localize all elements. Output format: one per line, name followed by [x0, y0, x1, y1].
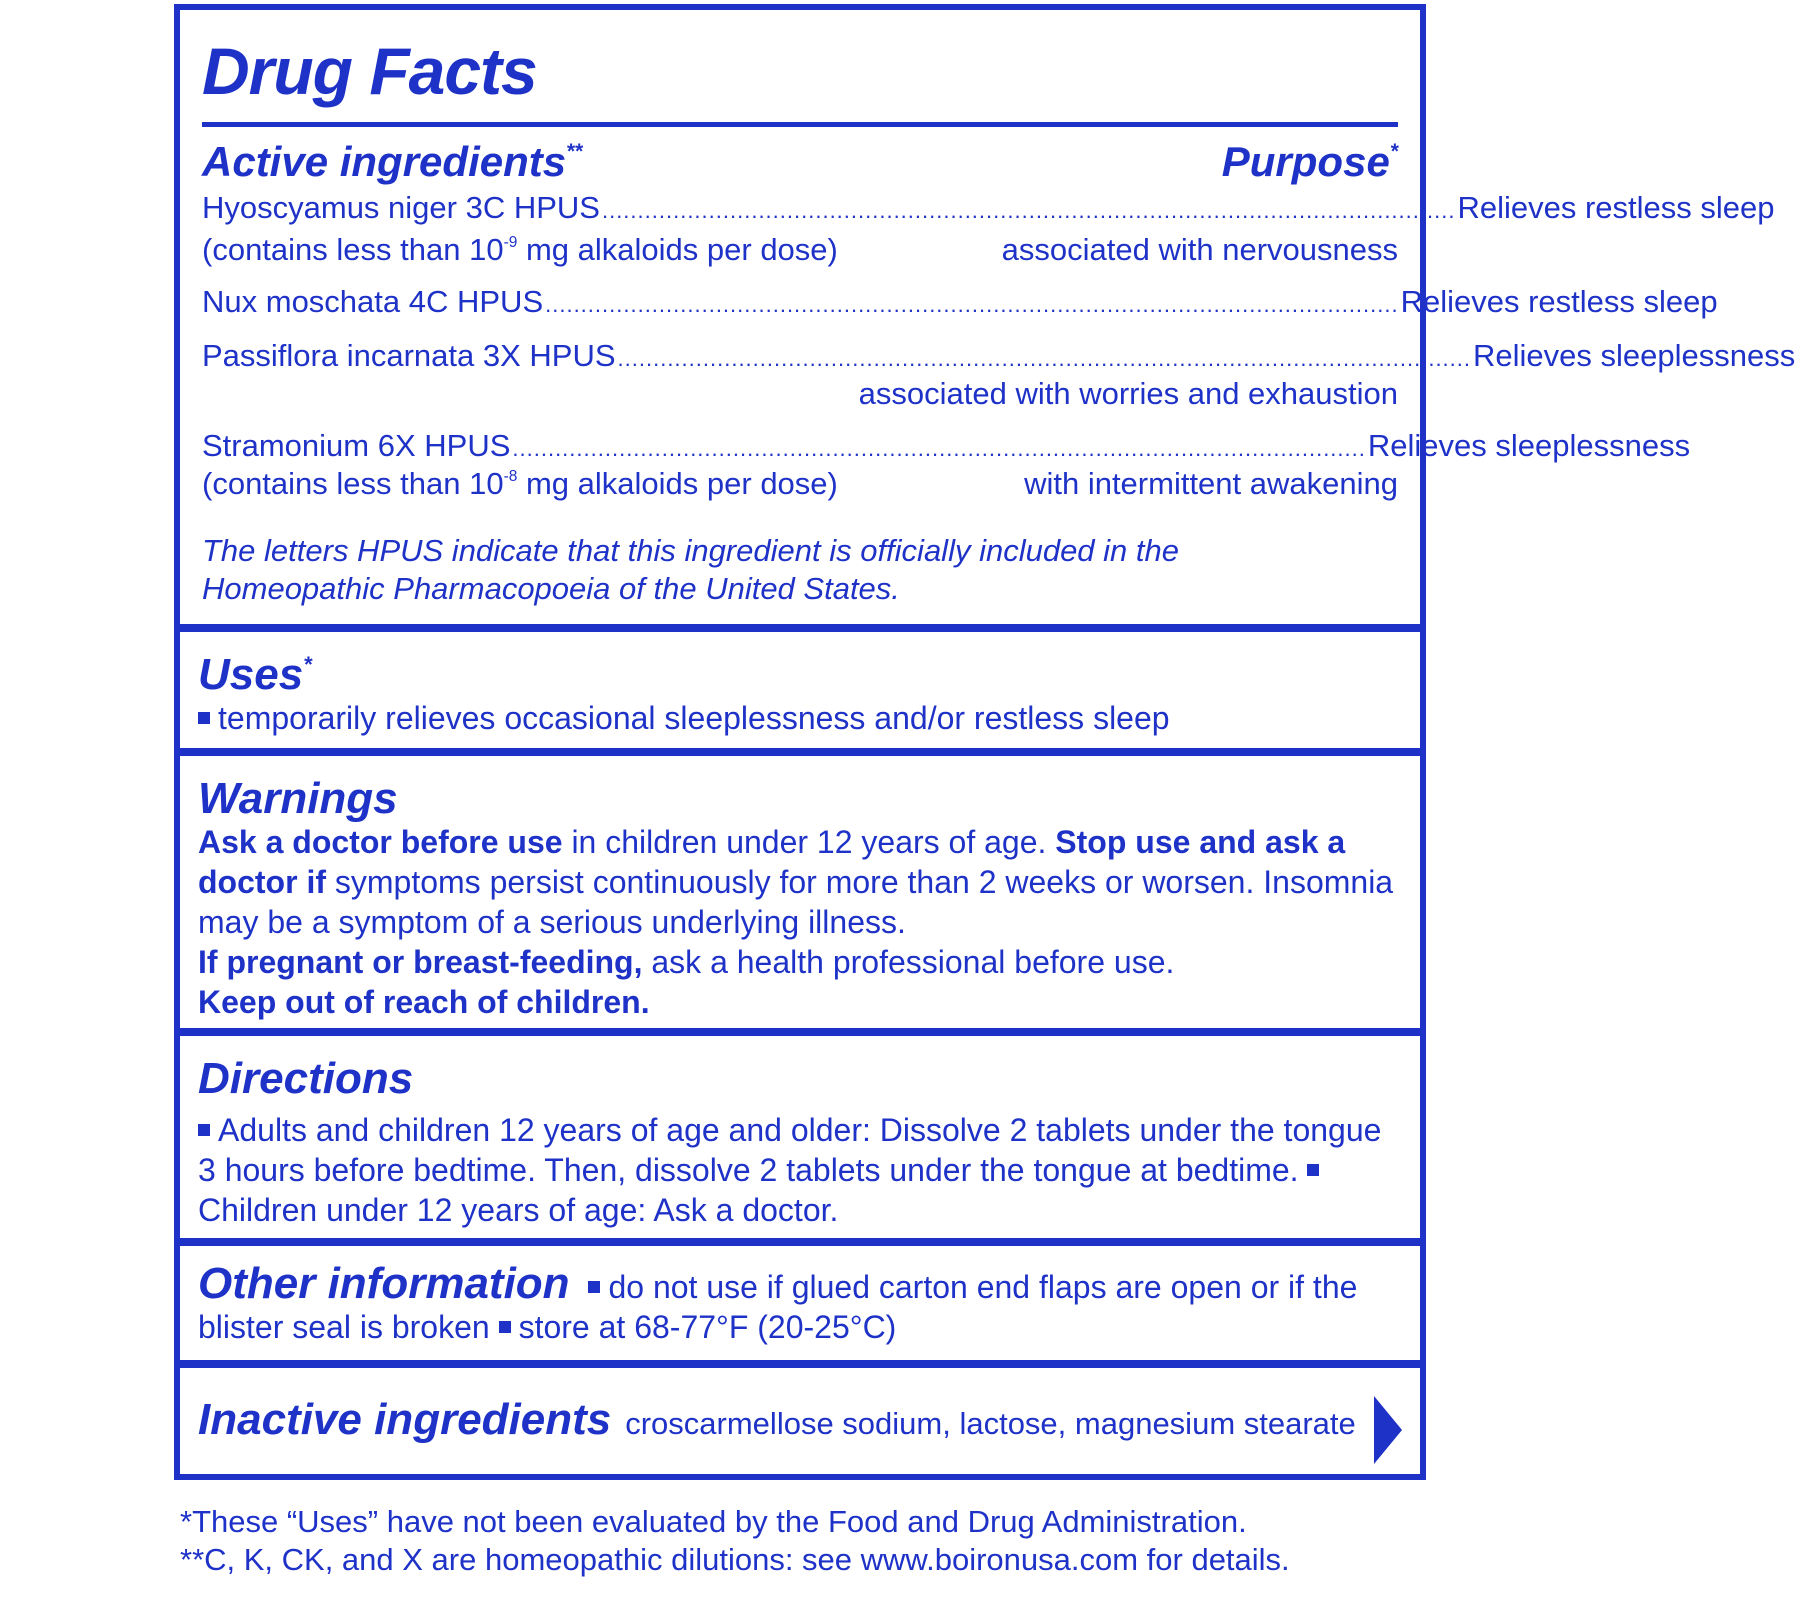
active-ingredients-header: Active ingredients** — [202, 138, 583, 185]
ingredient-purpose: Relieves sleeplessness — [1367, 428, 1691, 463]
ingredient-note: (contains less than $10^{-9}$ mg alkaloids per dose) — [202, 232, 838, 267]
footnote-uses: *These “Uses” have not been evaluated by the Food and Drug Administration. — [180, 1504, 1247, 1539]
ingredient-purpose: Relieves sleeplessness — [1473, 338, 1795, 373]
ingredient-note: (contains less than $10^{-8}$ mg alkaloids per dose) — [202, 466, 838, 501]
ingredient-purpose: Relieves restless sleep — [1457, 190, 1775, 225]
warnings-title: Warnings — [198, 774, 398, 823]
bullet-icon — [588, 1281, 600, 1293]
section-divider — [180, 1028, 1420, 1036]
ingredient-name: Stramonium 6X HPUS — [202, 428, 511, 463]
section-divider — [180, 748, 1420, 756]
leader-dots: ........................................................................................................................ — [617, 346, 1472, 371]
ingredient-purpose-cont: associated with nervousness — [1001, 232, 1398, 267]
drug-facts-title: Drug Facts — [202, 34, 537, 108]
ingredient-purpose: Relieves restless sleep — [1400, 284, 1718, 319]
leader-dots: ........................................................................................................................ — [545, 292, 1399, 317]
ingredient-name: Passiflora incarnata 3X HPUS — [202, 338, 616, 373]
ingredient-purpose-cont: associated with worries and exhaustion — [858, 376, 1398, 411]
other-information-title: Other information — [198, 1259, 570, 1308]
directions-title: Directions — [198, 1054, 414, 1103]
footnote-dilutions: **C, K, CK, and X are homeopathic dilutions: see www.boironusa.com for details. — [180, 1542, 1290, 1577]
inactive-ingredients-text: croscarmellose sodium, lactose, magnesium stearate — [625, 1406, 1356, 1441]
bullet-icon — [198, 1124, 210, 1136]
leader-dots: ........................................................................................................................ — [601, 198, 1456, 223]
directions-text: Adults and children 12 years of age and older: Dissolve 2 tablets under the tongue 3 hours before bedtime. Then, dissolve 2 tablets under the tongue at bedtime. Children under 12 years of age: Ask a doctor. — [198, 1112, 1382, 1228]
other-information: Other information do not use if glued carton end flaps are open or if the blister seal is broken store at 68-77°F (20-25°C) — [198, 1259, 1358, 1345]
section-divider — [180, 624, 1420, 632]
bullet-icon — [499, 1321, 511, 1333]
uses-item: temporarily relieves occasional sleeplessness and/or restless sleep — [198, 698, 1398, 738]
section-divider — [180, 1360, 1420, 1368]
ingredient-row — [202, 190, 1775, 228]
bullet-icon — [198, 712, 210, 724]
warnings-text: Ask a doctor before use in children under 12 years of age. Stop use and ask a doctor if symptoms persist continuously for more than 2 weeks or worsen. Insomnia may be a symptom of a serious underlying illness. If pregnant or breast-feeding, ask a health professional before use. Keep out of reach of children. — [198, 824, 1394, 1020]
ingredient-row — [202, 338, 1795, 376]
purpose-header: Purpose* — [1221, 138, 1398, 185]
uses-title: Uses* — [198, 650, 312, 699]
drug-facts-panel — [174, 4, 1795, 1480]
section-divider — [180, 1238, 1420, 1246]
inactive-ingredients — [198, 1395, 1398, 1444]
leader-dots: ........................................................................................................................ — [512, 436, 1366, 461]
ingredient-name: Hyoscyamus niger 3C HPUS — [202, 190, 600, 225]
ingredient-name: Nux moschata 4C HPUS — [202, 284, 544, 319]
bullet-icon — [1307, 1164, 1319, 1176]
continue-arrow-icon — [1374, 1396, 1402, 1464]
ingredient-row — [202, 284, 1718, 322]
ingredient-purpose-cont: with intermittent awakening — [1024, 466, 1398, 501]
ingredient-row — [202, 428, 1691, 466]
title-rule — [202, 122, 1398, 127]
inactive-ingredients-title: Inactive ingredients — [198, 1395, 612, 1444]
hpus-note: The letters HPUS indicate that this ingredient is officially included in the Homeopathic Pharmacopoeia of the United States. — [202, 533, 1179, 606]
